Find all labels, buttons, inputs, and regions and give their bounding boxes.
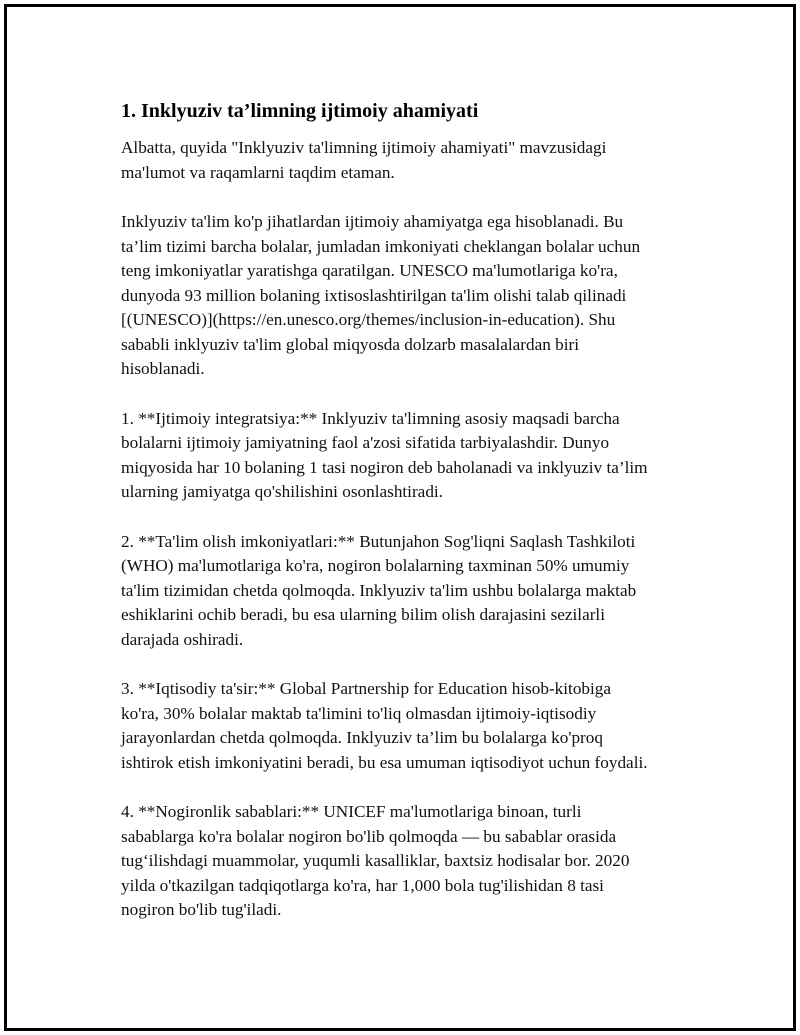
page-frame: [4, 4, 796, 1031]
text-line: tug‘ilishdagi muammolar, yuqumli kasalliklar, baxtsiz hodisalar bor. 2020: [121, 851, 630, 870]
text-line: ta'lim tizimidan chetda qolmoqda. Inklyuziv ta'lim ushbu bolalarga maktab: [121, 580, 637, 600]
text-line: nogiron bo'lib tug'iladi.: [121, 900, 282, 919]
paragraph-point-4: [121, 800, 701, 923]
paragraph-intro: [121, 136, 701, 185]
text-line: [(UNESCO)](https://en.unesco.org/themes/inclusion-in-education). Shu: [121, 310, 616, 329]
paragraph-point-3: [121, 677, 701, 775]
text-line: hisoblanadi.: [121, 359, 205, 378]
paragraph-point-1: [121, 407, 701, 505]
text-line: Albatta, quyida "Inklyuziv ta'limning ijtimoiy ahamiyati" mavzusidagi: [121, 138, 607, 157]
text-line: teng imkoniyatlar yaratishga qaratilgan. UNESCO ma'lumotlariga ko'ra,: [121, 261, 618, 280]
text-line: 4. **Nogironlik sabablari:** UNICEF ma'lumotlariga binoan, turli: [121, 802, 582, 821]
text-line: eshiklarini ochib beradi, bu esa ularning bilim olish darajasini sezilarli: [121, 605, 605, 624]
text-line: 1. **Ijtimoiy integratsiya:** Inklyuziv ta'limning asosiy maqsadi barcha: [121, 408, 620, 428]
document-content: [121, 98, 701, 948]
text-line: sabablarga ko'ra bolalar nogiron bo'lib qolmoqda — bu sabablar orasida: [121, 826, 617, 846]
text-line: 3. **Iqtisodiy ta'sir:** Global Partnership for Education hisob-kitobiga: [121, 679, 612, 698]
text-line: ta’lim tizimi barcha bolalar, jumladan imkoniyati cheklangan bolalar uchun: [121, 236, 641, 256]
section-heading: 1. Inklyuziv ta’limning ijtimoiy ahamiyati: [121, 100, 479, 122]
text-line: darajada oshiradi.: [121, 629, 244, 649]
text-line: dunyoda 93 million bolaning ixtisoslashtirilgan ta'lim olishi talab qilinadi: [121, 285, 627, 305]
text-line: jarayonlardan chetda qolmoqda. Inklyuziv ta’lim bu bolalarga ko'proq: [121, 728, 603, 747]
text-line: 2. **Ta'lim olish imkoniyatlari:** Butunjahon Sog'liqni Saqlash Tashkiloti: [121, 531, 636, 551]
text-line: Inklyuziv ta'lim ko'p jihatlardan ijtimoiy ahamiyatga ega hisoblanadi. Bu: [121, 212, 624, 231]
text-line: ularning jamiyatga qo'shilishini osonlashtiradi.: [121, 482, 443, 501]
text-line: ishtirok etish imkoniyatini beradi, bu esa umuman iqtisodiyot uchun foydali.: [121, 752, 648, 772]
text-line: yilda o'tkazilgan tadqiqotlarga ko'ra, har 1,000 bola tug'ilishidan 8 tasi: [121, 875, 604, 895]
text-line: (WHO) ma'lumotlariga ko'ra, nogiron bolalarning taxminan 50% umumiy: [121, 556, 630, 575]
text-line: bolalarni ijtimoiy jamiyatning faol a'zosi sifatida tarbiyalashdir. Dunyo: [121, 433, 610, 452]
paragraph-point-2: [121, 530, 701, 653]
text-line: miqyosida har 10 bolaning 1 tasi nogiron deb baholanadi va inklyuziv ta’lim: [121, 457, 648, 477]
paragraph-overview: [121, 210, 701, 382]
text-line: sababli inklyuziv ta'lim global miqyosda dolzarb masalalardan biri: [121, 334, 579, 354]
text-line: ma'lumot va raqamlarni taqdim etaman.: [121, 162, 395, 182]
text-line: ko'ra, 30% bolalar maktab ta'limini to'liq olmasdan ijtimoiy-iqtisodiy: [121, 703, 597, 723]
